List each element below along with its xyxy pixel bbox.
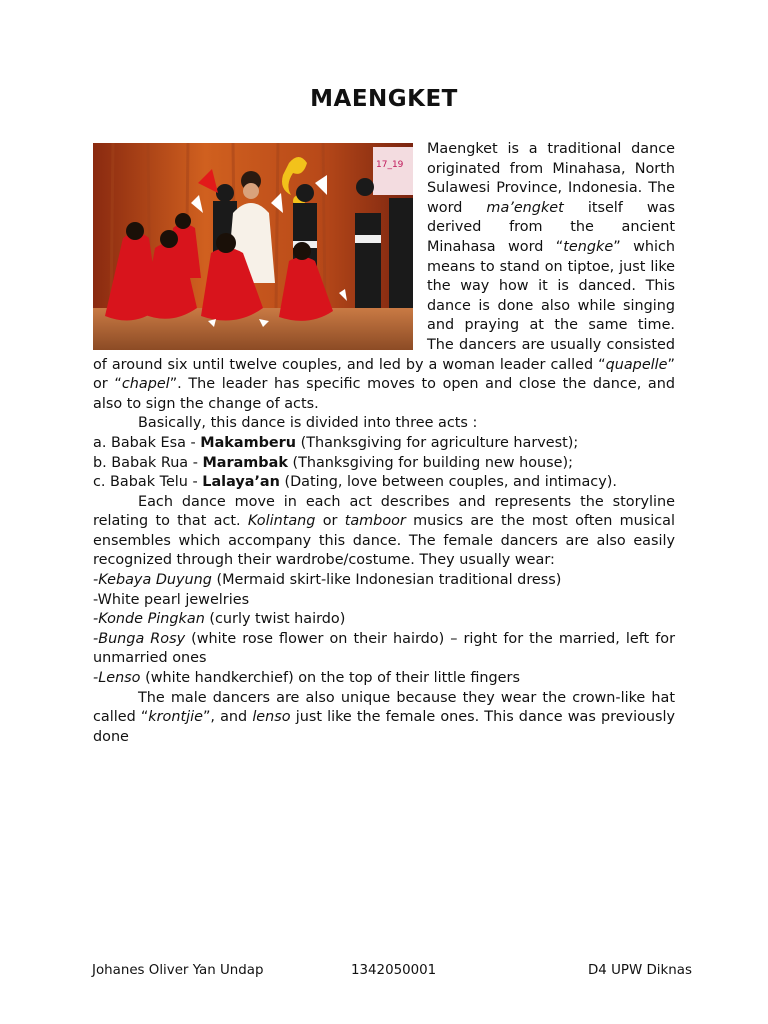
act-item: a. Babak Esa - Makamberu (Thanksgiving for agriculture harvest);: [93, 434, 579, 451]
wardrobe-item: -Bunga Rosy (white rose flower on their hairdo) – right for the married, left for unmarried ones: [93, 630, 675, 667]
backdrop-sign: 17_19: [376, 160, 404, 170]
act-item: c. Babak Telu - Lalaya’an (Dating, love between couples, and intimacy).: [93, 474, 617, 491]
page-title: MAENGKET: [310, 86, 458, 112]
dance-photo: [93, 143, 413, 350]
footer-student-id: 1342050001: [351, 963, 437, 978]
intro-paragraph: Maengket is a traditional dance originated from Minahasa, North Sulawesi Province, Indonesia. The word ma’engket itself was derived from the ancient Minahasa word “tengke” which means to stand on tiptoe, just like the way how it is danced. This dance is done also while singing and praying at the same time. The dancers are usually consisted of around six until twelve couples, and led by a woman leader called “quapelle” or “chapel”. The leader has specific moves to open and close the dance, and also to sign the change of acts.: [93, 141, 676, 412]
wardrobe-item: -Kebaya Duyung (Mermaid skirt-like Indonesian traditional dress): [93, 572, 562, 589]
wardrobe-item: -Lenso (white handkerchief) on the top of their little fingers: [93, 670, 520, 687]
dance-photo-illustration: [93, 143, 413, 350]
article-body: [93, 140, 675, 747]
wardrobe-item: -White pearl jewelries: [93, 591, 250, 608]
music-wardrobe-paragraph: Each dance move in each act describes and represents the storyline relating to that act. Kolintang or tamboor musics are the most often musical ensembles which accompany this dance. The female dancers are also easily recognized through their wardrobe/costume. They usually wear:: [93, 493, 675, 569]
footer-program: D4 UPW Diknas: [588, 963, 692, 978]
act-item: b. Babak Rua - Marambak (Thanksgiving for building new house);: [93, 454, 573, 471]
footer-author: Johanes Oliver Yan Undap: [92, 963, 264, 978]
male-dancers-paragraph: The male dancers are also unique because they wear the crown-like hat called “krontjie”, and lenso just like the female ones. This dance was previously done: [93, 689, 676, 745]
wardrobe-item: -Konde Pingkan (curly twist hairdo): [93, 611, 346, 628]
acts-intro: Basically, this dance is divided into three acts :: [138, 415, 478, 432]
